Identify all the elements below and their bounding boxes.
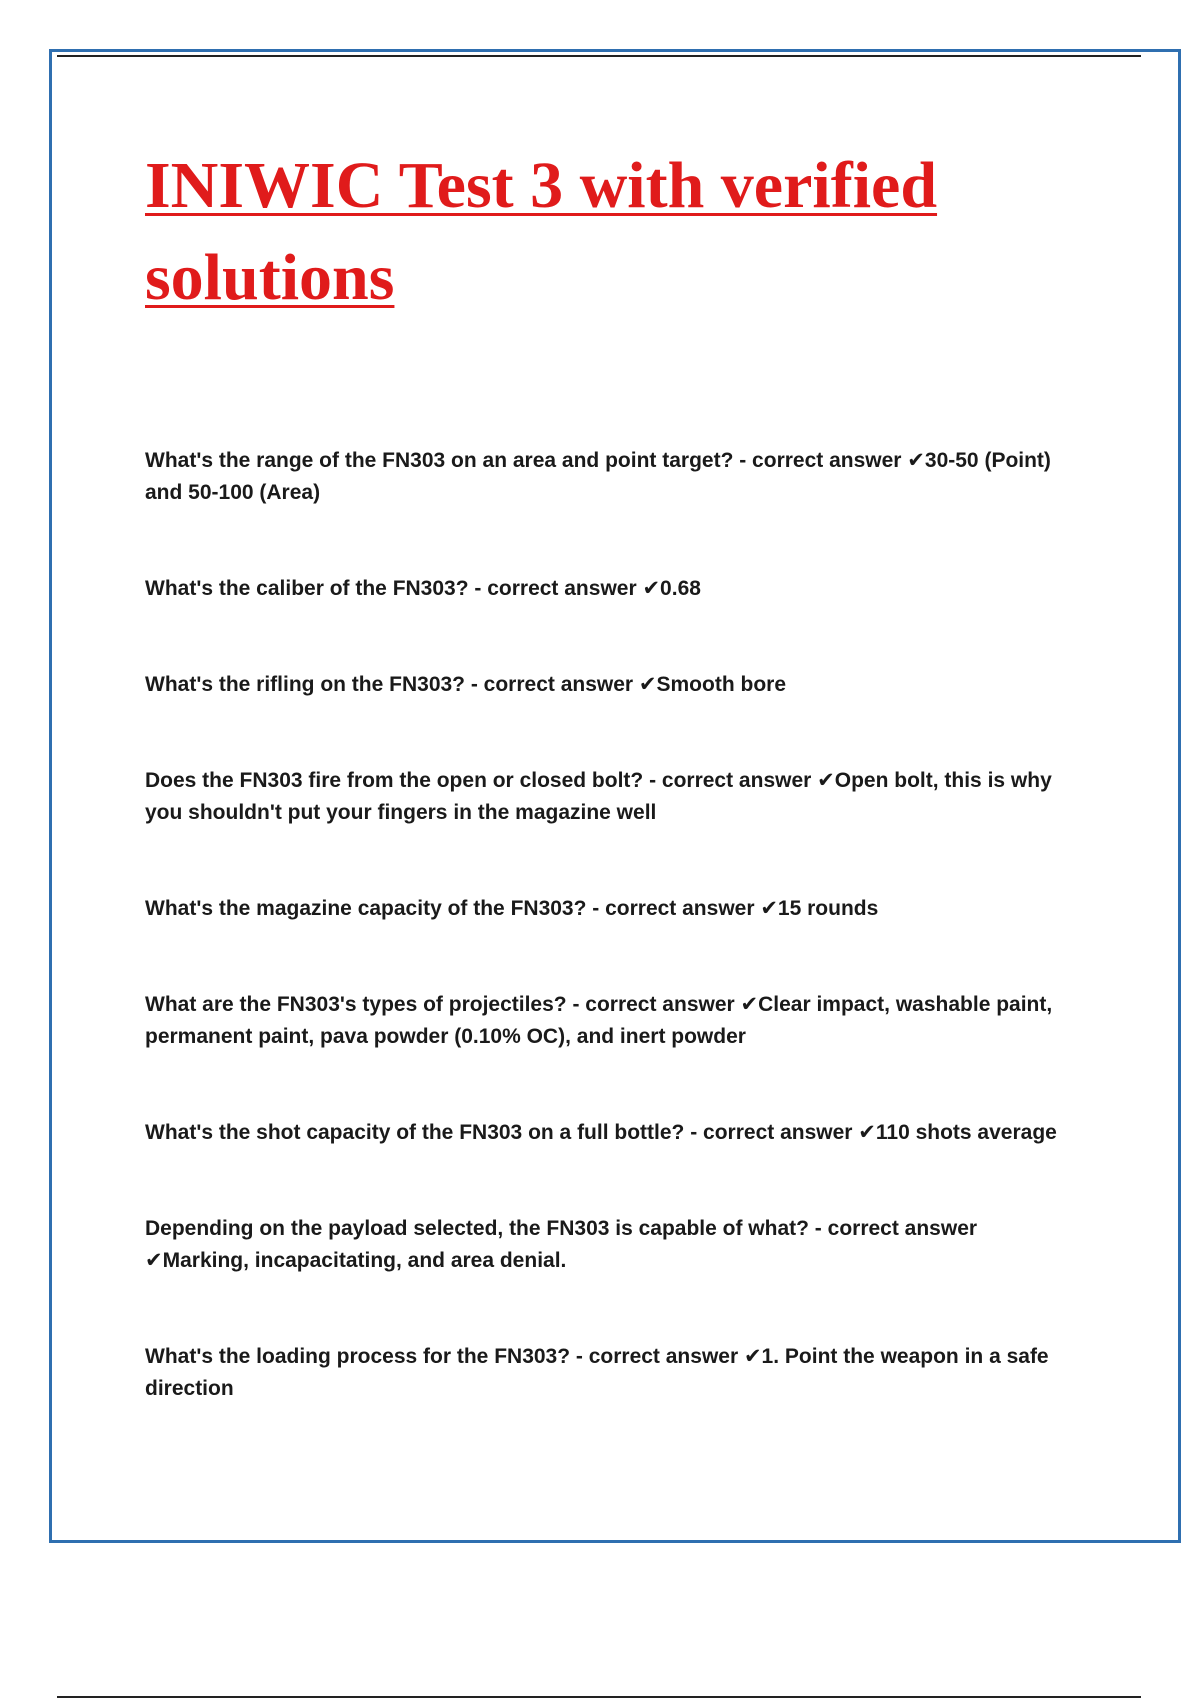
qa-list <box>145 445 1105 1405</box>
qa-item-shot-capacity: What's the shot capacity of the FN303 on a full bottle? - correct answer ✔110 shots average <box>145 1121 1057 1144</box>
qa-item-range: What's the range of the FN303 on an area and point target? - correct answer ✔30-50 (Point) and 50-100 (Area) <box>145 449 1051 504</box>
footer-rule <box>57 1696 1141 1698</box>
qa-item-magazine: What's the magazine capacity of the FN303? - correct answer ✔15 rounds <box>145 897 879 920</box>
qa-item-bolt: Does the FN303 fire from the open or closed bolt? - correct answer ✔Open bolt, this is why you shouldn't put your fingers in the magazine well <box>145 769 1052 824</box>
qa-item-projectiles: What are the FN303's types of projectiles? - correct answer ✔Clear impact, washable paint, permanent paint, pava powder (0.10% OC), and inert powder <box>145 993 1053 1048</box>
qa-item-rifling: What's the rifling on the FN303? - correct answer ✔Smooth bore <box>145 673 787 696</box>
qa-item-payload: Depending on the payload selected, the FN303 is capable of what? - correct answer ✔Marking, incapacitating, and area denial. <box>145 1217 978 1272</box>
qa-item-loading: What's the loading process for the FN303? - correct answer ✔1. Point the weapon in a safe direction <box>145 1345 1049 1400</box>
document-title: INIWIC Test 3 with verified solutions <box>145 149 938 314</box>
qa-item-caliber: What's the caliber of the FN303? - correct answer ✔0.68 <box>145 577 701 600</box>
header-rule <box>57 55 1141 57</box>
